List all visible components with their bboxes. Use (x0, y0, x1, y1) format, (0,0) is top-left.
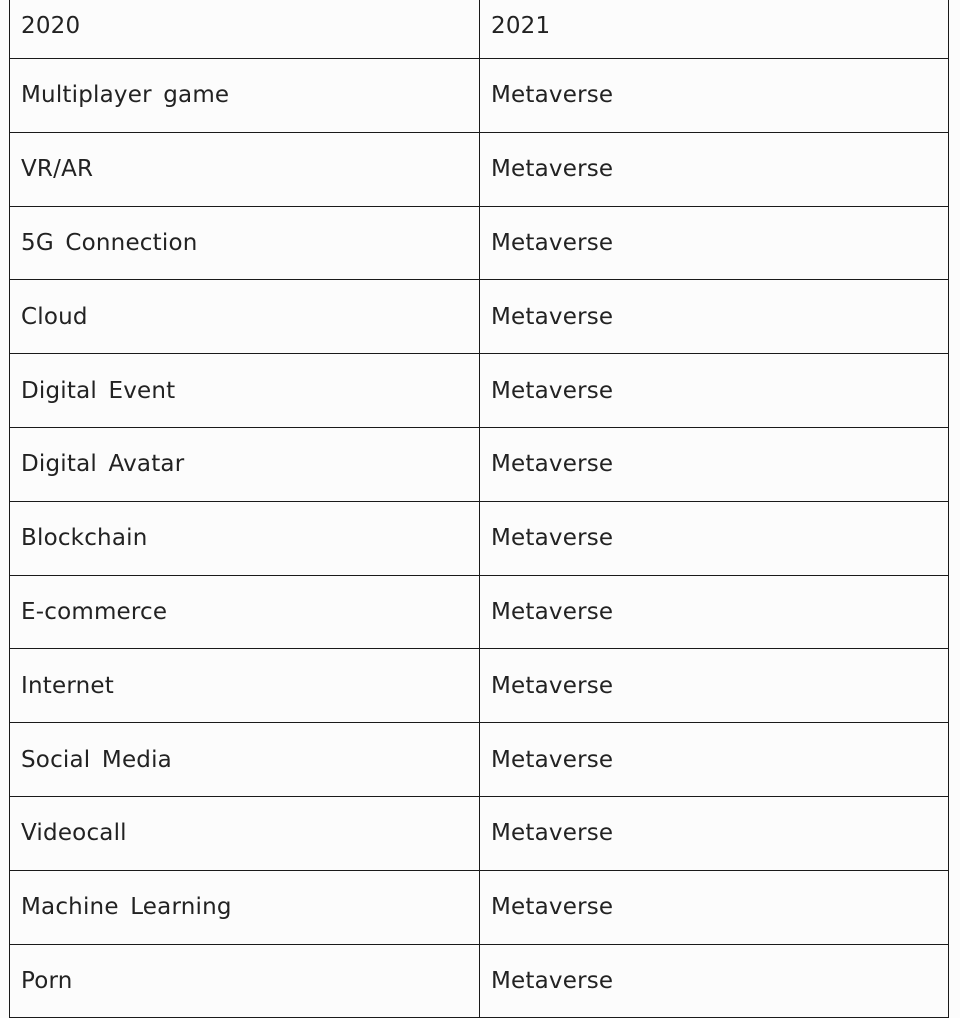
cell-2020: Internet (10, 649, 480, 723)
cell-2020: Machine Learning (10, 870, 480, 944)
table-row (10, 796, 949, 870)
table-row (10, 723, 949, 797)
cell-2021: Metaverse (480, 649, 949, 723)
cell-2021: Metaverse (480, 723, 949, 797)
cell-2021: Metaverse (480, 427, 949, 501)
cell-2020: Blockchain (10, 501, 480, 575)
table-row (10, 280, 949, 354)
cell-2020: Digital Event (10, 354, 480, 428)
header-cell-2020: 2020 (10, 0, 480, 59)
table-row (10, 870, 949, 944)
cell-2020: Videocall (10, 796, 480, 870)
cell-2021: Metaverse (480, 206, 949, 280)
table-row (10, 427, 949, 501)
cell-2021: Metaverse (480, 354, 949, 428)
comparison-table (9, 0, 949, 1018)
cell-2020: Cloud (10, 280, 480, 354)
table-row (10, 575, 949, 649)
cell-2021: Metaverse (480, 870, 949, 944)
cell-2020: VR/AR (10, 132, 480, 206)
table-row (10, 501, 949, 575)
table-row (10, 649, 949, 723)
cell-2020: Porn (10, 944, 480, 1018)
cell-2021: Metaverse (480, 944, 949, 1018)
cell-2021: Metaverse (480, 280, 949, 354)
table-header-row (10, 0, 949, 59)
cell-2021: Metaverse (480, 501, 949, 575)
cell-2020: 5G Connection (10, 206, 480, 280)
cell-2021: Metaverse (480, 796, 949, 870)
header-cell-2021: 2021 (480, 0, 949, 59)
cell-2020: Social Media (10, 723, 480, 797)
table-row (10, 944, 949, 1018)
table-row (10, 59, 949, 133)
table-row (10, 132, 949, 206)
cell-2020: E-commerce (10, 575, 480, 649)
table-row (10, 354, 949, 428)
cell-2021: Metaverse (480, 59, 949, 133)
cell-2020: Multiplayer game (10, 59, 480, 133)
table-row (10, 206, 949, 280)
cell-2021: Metaverse (480, 132, 949, 206)
cell-2021: Metaverse (480, 575, 949, 649)
cell-2020: Digital Avatar (10, 427, 480, 501)
